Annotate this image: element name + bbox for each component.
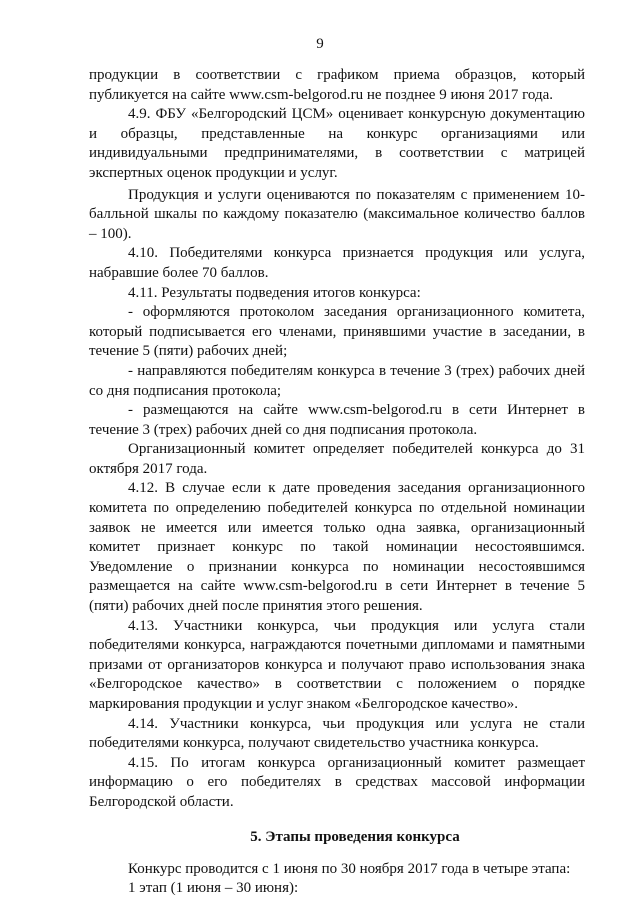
paragraph-stages: Конкурс проводится с 1 июня по 30 ноября 2017 года в четыре этапа: — [128, 860, 571, 877]
paragraph-deadline: Организационный комитет определяет победителей конкурса до 31 октября 2017 года. — [89, 441, 585, 477]
paragraph-scoring: Продукция и услуги оцениваются по показателям с применением 10-балльной шкалы по каждому показателю (максимальное количество баллов – 100). — [89, 186, 585, 242]
clause-4-13: 4.13. Участники конкурса, чьи продукция или услуга стали победителями конкурса, награждаются почетными дипломами и памятными призами от организаторов конкурса и получают право использования знака «Белгородское качество» в соответствии с положением о порядке маркирования продукции и услуг знаком «Белгородское качество». — [89, 617, 585, 712]
clause-4-10: 4.10. Победителями конкурса признается продукция или услуга, набравшие более 70 баллов. — [89, 245, 585, 281]
clause-4-9: 4.9. ФБУ «Белгородский ЦСМ» оценивает конкурсную документацию и образцы, представленные на конкурс организациями или индивидуальными предпринимателями, в соответствии с матрицей экспертных оценок продукции и услуг. — [89, 106, 585, 181]
list-item-protocol: - оформляются протоколом заседания организационного комитета, который подписывается его членами, принявшими участие в заседании, в течение 5 (пяти) рабочих дней; — [89, 304, 585, 360]
section-heading: 5. Этапы проведения конкурса — [250, 828, 460, 845]
clause-4-11: 4.11. Результаты подведения итогов конкурса: — [128, 284, 421, 301]
clause-4-14: 4.14. Участники конкурса, чьи продукция или услуга не стали победителями конкурса, получают свидетельство участника конкурса. — [89, 715, 585, 752]
list-item-publish: - размещаются на сайте www.csm-belgorod.ru в сети Интернет в течение 3 (трех) рабочих дней со дня подписания протокола. — [89, 402, 585, 438]
paragraph-stage-1: 1 этап (1 июня – 30 июня): — [128, 880, 299, 897]
list-item-notify: - направляются победителям конкурса в течение 3 (трех) рабочих дней со дня подписания протокола; — [89, 362, 585, 399]
clause-4-15: 4.15. По итогам конкурса организационный комитет размещает информацию о его победителях в средствах массовой информации Белгородской области. — [89, 754, 585, 810]
page-number: 9 — [316, 36, 324, 52]
clause-4-12: 4.12. В случае если к дате проведения заседания организационного комитета по определению победителей конкурса по отдельной номинации заявок не имеется или имеется только одна заявка, организационный комитет признает конкурс по такой номинации несостоявшимся. Уведомление о признании конкурса по номинации несостоявшимся размещается на сайте www.csm-belgorod.ru в сети Интернет в течение 5 (пяти) рабочих дней после принятия этого решения. — [89, 480, 585, 615]
document-body — [89, 66, 585, 899]
paragraph-continuation: продукции в соответствии с графиком приема образцов, который публикуется на сайте www.csm-belgorod.ru не позднее 9 июня 2017 года. — [89, 67, 585, 103]
